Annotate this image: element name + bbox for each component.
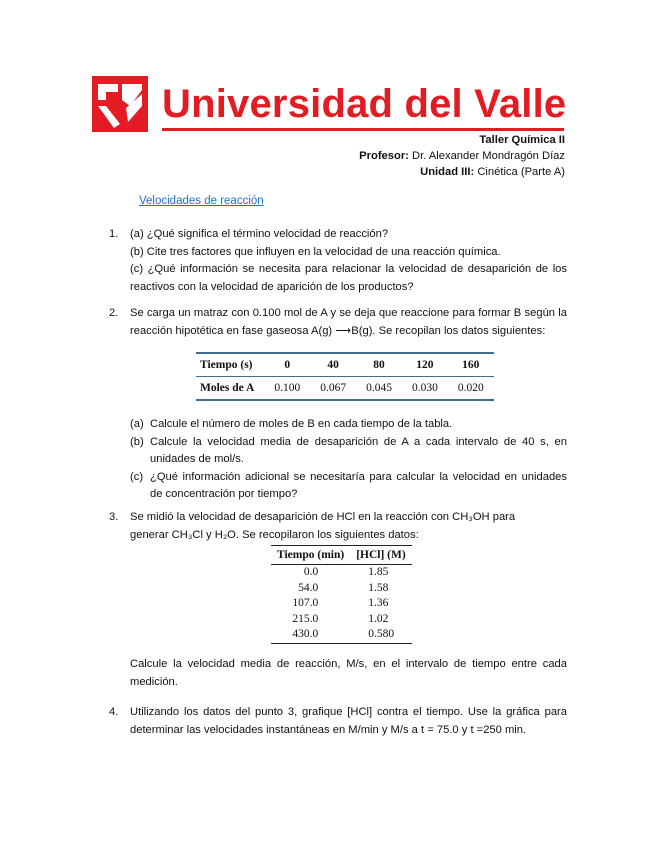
question-number: 4.	[109, 706, 119, 718]
table-row: 0.0 1.85	[303, 566, 389, 578]
question-4	[109, 704, 567, 739]
table-row: 430.0 0.580	[271, 627, 412, 643]
section-title[interactable]: Velocidades de reacción	[139, 195, 264, 207]
question-number: 1.	[109, 228, 119, 240]
question-1b: (b) Cite tres factores que influyen en la velocidad de una reacción química.	[130, 245, 501, 258]
institution-name: Universidad del Valle	[162, 82, 567, 126]
question-2-intro: Se carga un matraz con 0.100 mol de A y se deja que reaccione para formar B según la reacción hipotética en fase gaseosa A(g) ⟶B(g). Se recopilan los datos siguientes:	[130, 307, 567, 337]
question-2-parts	[109, 416, 567, 504]
reaction-equation: A(g) ⟶B(g)	[311, 324, 373, 337]
question-3-intro: Se midió la velocidad de desaparición de HCl en la reacción con CH₃OH para generar CH₃Cl y H₂O. Se recopilaron los siguientes datos:	[130, 511, 516, 541]
question-2a: (a) Calcule el número de moles de B en cada tiempo de la tabla.	[130, 418, 453, 430]
question-1c: (c) ¿Qué información se necesita para relacionar la velocidad de desaparición de los reactivos con la velocidad de aparición de los productos?	[130, 263, 567, 293]
table-row: 215.0 1.02	[292, 612, 389, 625]
question-2	[109, 305, 567, 340]
table-header-row: Tiempo (min) [HCl] (M)	[271, 546, 412, 565]
university-logo-icon	[92, 76, 148, 132]
professor-line: Profesor: Dr. Alexander Mondragón Díaz	[359, 150, 565, 162]
table-row: Moles de A 0.100 0.067 0.045 0.030 0.020	[196, 377, 494, 401]
unit-line: Unidad III: Cinética (Parte A)	[420, 166, 565, 178]
moles-table	[196, 352, 494, 401]
question-2c: (c) ¿Qué información adicional se necesitaría para calcular la velocidad en unidades de concentración por tiempo?	[130, 470, 567, 500]
table-header-row: Tiempo (s) 0 40 80 120 160	[196, 353, 494, 377]
course-title: Taller Química II	[479, 134, 565, 146]
hcl-table	[271, 545, 412, 644]
question-3	[109, 509, 529, 544]
logo-underline	[162, 128, 564, 131]
question-2b: (b) Calcule la velocidad media de desaparición de A a cada intervalo de 40 s, en unidades de mol/s.	[130, 435, 567, 465]
question-number: 3.	[109, 511, 119, 523]
question-number: 2.	[109, 307, 119, 319]
table-row: 107.0 1.36	[292, 597, 389, 609]
table-row: 54.0 1.58	[298, 581, 389, 594]
question-3-task: Calcule la velocidad media de reacción, M/s, en el intervalo de tiempo entre cada medición.	[130, 658, 567, 688]
question-4-text: Utilizando los datos del punto 3, grafique [HCl] contra el tiempo. Use la gráfica para determinar las velocidades instantáneas en M/min y M/s a t = 75.0 y t =250 min.	[130, 706, 567, 736]
question-1	[109, 226, 567, 296]
question-1a: (a) ¿Qué significa el término velocidad de reacción?	[130, 228, 389, 240]
